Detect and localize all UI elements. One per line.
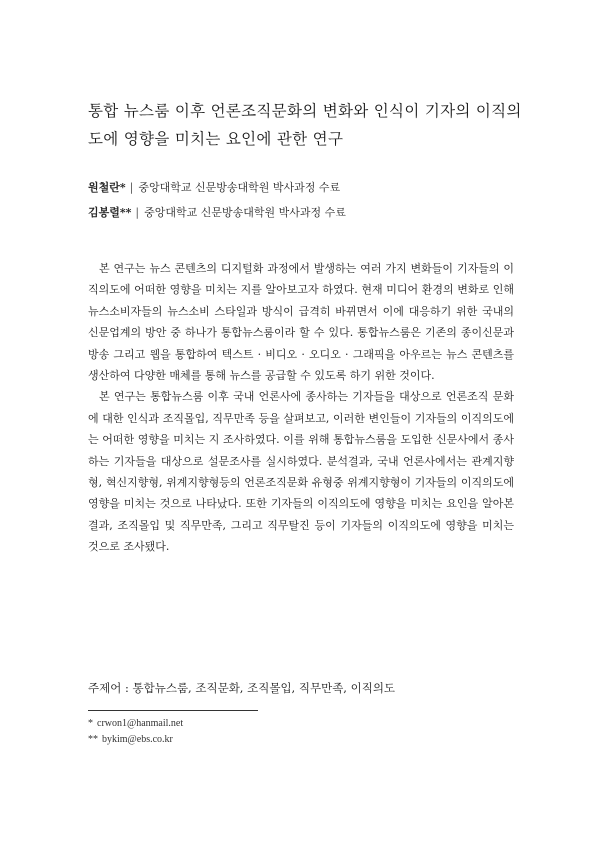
author-affiliation: 중앙대학교 신문방송대학원 박사과정 수료 — [144, 206, 346, 219]
abstract-paragraph: 본 연구는 통합뉴스룸 이후 국내 언론사에 종사하는 기자들을 대상으로 언론조직 문화에 대한 인식과 조직몰입, 직무만족 등을 살펴보고, 이러한 변인들이 기자들의 이직의도에는 어떠한 영향을 미치는 지 조사하였다. 이를 위해 통합뉴스룸을 도입한 신문사에서 종사하는 기자들을 대상으로 설문조사를 실시하였다. 분석결과, 국내 언론사에서는 관계지향형, 혁신지향형, 위계지향형등의 언론조직문화 유형중 위계지향형이 기자들의 이직의도에 영향을 미치는 것으로 나타났다. 또한 기자들의 이직의도에 영향을 미치는 요인을 알아본 결과, 조직몰입 및 직무만족, 그리고 직무탈진 등이 기자들의 이직의도에 영향을 미치는 것으로 조사됐다. — [88, 390, 514, 554]
footnote — [88, 716, 388, 732]
author-name: 김봉렬** — [88, 206, 132, 219]
keywords: 주제어 : 통합뉴스룸, 조직문화, 조직몰입, 직무만족, 이직의도 — [88, 681, 396, 695]
footnote-divider — [88, 710, 258, 711]
footnote-email: crwon1@hanmail.net — [97, 718, 184, 729]
footnote-mark: * — [88, 718, 93, 729]
paper-title: 통합 뉴스룸 이후 언론조직문화의 변화와 인식이 기자의 이직의도에 영향을 미치는 요인에 관한 연구 — [88, 102, 522, 148]
author-separator: | — [135, 206, 140, 219]
author-line — [88, 200, 528, 225]
footnotes — [88, 716, 388, 747]
abstract — [88, 258, 514, 558]
author-name: 원철란* — [88, 181, 126, 194]
abstract-paragraph: 본 연구는 뉴스 콘텐츠의 디지털화 과정에서 발생하는 여러 가지 변화들이 기자들의 이직의도에 어떠한 영향을 미치는 지를 알아보고자 하였다. 현재 미디어 환경의 변화로 인해 뉴스소비자들의 뉴스소비 스타일과 방식이 급격히 바뀌면서 이에 대응하기 위한 국내의 신문업계의 방안 중 하나가 통합뉴스룸이라 할 수 있다. 통합뉴스룸은 기존의 종이신문과 방송 그리고 웹을 통합하여 텍스트 · 비디오 · 오디오 · 그래픽을 아우르는 뉴스 콘텐츠를 생산하여 다양한 매체를 통해 뉴스를 공급할 수 있도록 하기 위한 것이다. — [88, 262, 514, 383]
footnote-email: bykim@ebs.co.kr — [102, 733, 173, 745]
author-list — [88, 175, 528, 225]
author-line — [88, 175, 528, 200]
footnote — [88, 732, 388, 748]
footnote-mark: ** — [88, 733, 98, 745]
author-affiliation: 중앙대학교 신문방송대학원 박사과정 수료 — [138, 181, 341, 194]
author-separator: | — [129, 181, 134, 194]
